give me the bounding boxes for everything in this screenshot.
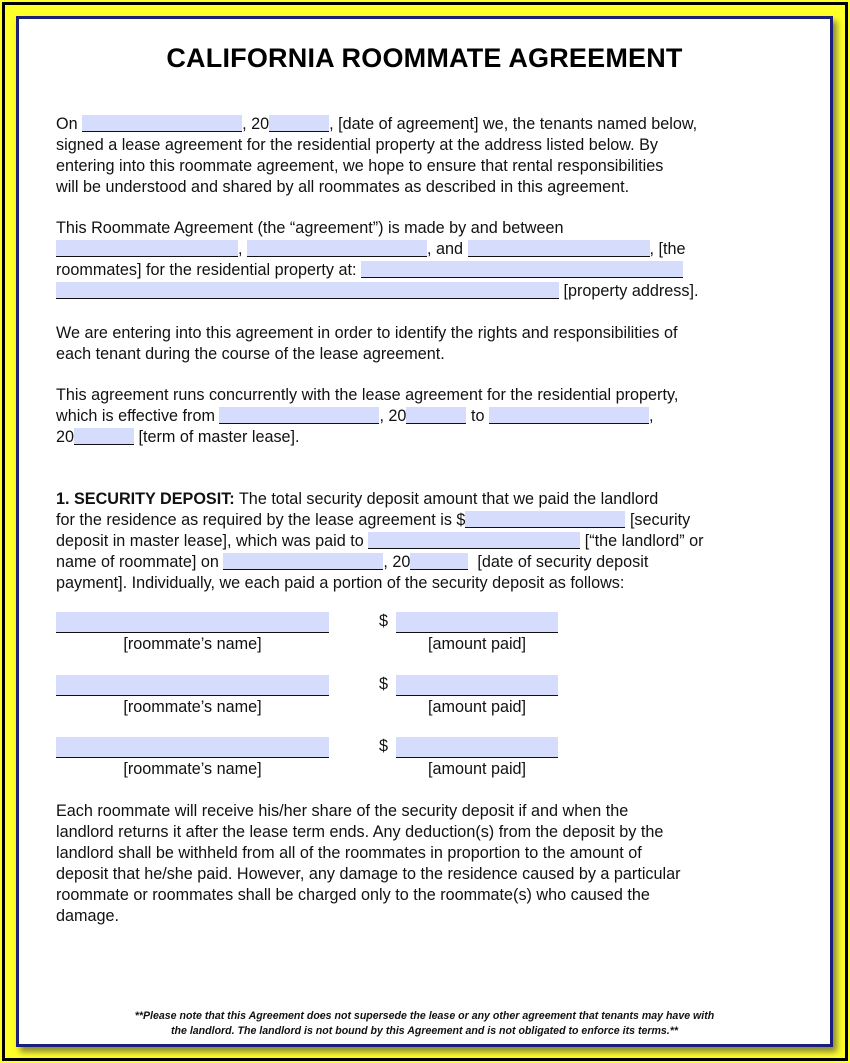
closing-line: deposit that he/she paid. However, any damage to the residence caused by a particular [56, 865, 681, 883]
term-year-prefix: , 20 [379, 407, 407, 425]
document-page [16, 16, 833, 1047]
property-address-field-2[interactable] [56, 282, 559, 299]
deposit-date-label: [date of security deposit [477, 553, 649, 571]
closing-line: roommate or roommates shall be charged only to the roommate(s) who caused the [56, 886, 650, 904]
roommate-2-name-field[interactable] [247, 240, 427, 257]
security-deposit-amount-label: [security [629, 511, 691, 529]
amount-paid-label: [amount paid] [427, 760, 527, 778]
parties-line-1: This Roommate Agreement (the “agreement”) is made by and between [56, 219, 564, 237]
property-address-field-1[interactable] [361, 261, 683, 278]
closing-line: landlord returns it after the lease term ends. Any deduction(s) from the deposit by the [56, 823, 664, 841]
term-line-1: This agreement runs concurrently with the lease agreement for the residential property, [56, 386, 679, 404]
intro-year-prefix: , 20 [242, 115, 270, 133]
footer-note [19, 1009, 830, 1039]
security-deposit-amount-field[interactable] [465, 511, 625, 528]
intro-line-4: will be understood and shared by all roommates as described in this agreement. [56, 178, 630, 196]
lease-start-date-field[interactable] [219, 407, 379, 424]
security-deposit-line-3: deposit in master lease], which was paid to [56, 532, 364, 550]
dollar-sign: $ [379, 612, 389, 630]
term-comma: , [648, 407, 654, 425]
dollar-sign: $ [379, 737, 389, 755]
agreement-year-field[interactable] [269, 115, 329, 132]
parties-line-3: roommates] for the residential property at: [56, 261, 357, 279]
closing-line: landlord shall be withheld from all of the roommates in proportion to the amount of [56, 844, 642, 862]
intro-line-3: entering into this roommate agreement, we hope to ensure that rental responsibilities [56, 157, 664, 175]
footer-line-1: **Please note that this Agreement does not supersede the lease or any other agreement that tenants may have with [134, 1010, 715, 1022]
amount-paid-field[interactable] [396, 612, 558, 633]
parties-and: , and [427, 240, 464, 258]
roommate-name-field[interactable] [56, 612, 329, 633]
roommate-name-label: [roommate’s name] [123, 635, 262, 653]
closing-line: Each roommate will receive his/her share of the security deposit if and when the [56, 802, 629, 820]
document-title: CALIFORNIA ROOMMATE AGREEMENT [166, 43, 683, 73]
security-deposit-line-1: The total security deposit amount that we paid the landlord [238, 490, 659, 508]
security-deposit-heading: 1. SECURITY DEPOSIT: [56, 490, 235, 508]
amount-paid-field[interactable] [396, 675, 558, 696]
security-deposit-line-2: for the residence as required by the lease agreement is $ [56, 511, 466, 529]
roommate-name-field[interactable] [56, 737, 329, 758]
amount-paid-label: [amount paid] [427, 635, 527, 653]
amount-paid-field[interactable] [396, 737, 558, 758]
term-label: [term of master lease]. [138, 428, 300, 446]
deposit-paid-to-field[interactable] [368, 532, 580, 549]
deposit-row [56, 675, 576, 725]
roommate-3-name-field[interactable] [468, 240, 650, 257]
roommate-name-label: [roommate’s name] [123, 760, 262, 778]
deposit-paid-to-label: [“the landlord” or [584, 532, 704, 550]
footer-line-2: the landlord. The landlord is not bound by this Agreement and is not obligated to enforce its terms.** [171, 1025, 678, 1037]
lease-end-year-field[interactable] [74, 428, 134, 445]
roommate-1-name-field[interactable] [56, 240, 238, 257]
intro-line-2: signed a lease agreement for the residential property at the address listed below. By [56, 136, 658, 154]
roommate-name-field[interactable] [56, 675, 329, 696]
security-deposit-line-5: payment]. Individually, we each paid a portion of the security deposit as follows: [56, 574, 625, 592]
lease-start-year-field[interactable] [406, 407, 466, 424]
property-address-label: [property address]. [563, 282, 699, 300]
amount-paid-label: [amount paid] [427, 698, 527, 716]
deposit-date-field[interactable] [223, 553, 383, 570]
lease-end-date-field[interactable] [489, 407, 649, 424]
term-to: to [470, 407, 485, 425]
parties-the: , [the [649, 240, 686, 258]
deposit-row [56, 737, 576, 787]
deposit-row [56, 612, 576, 662]
dollar-sign: $ [379, 675, 389, 693]
closing-line: damage. [56, 907, 119, 925]
deposit-year-prefix: , 20 [383, 553, 411, 571]
roommate-name-label: [roommate’s name] [123, 698, 262, 716]
term-end-year-prefix: 20 [56, 428, 75, 446]
parties-comma: , [238, 240, 243, 258]
purpose-line-1: We are entering into this agreement in order to identify the rights and responsibilities of [56, 324, 678, 342]
deposit-year-field[interactable] [410, 553, 468, 570]
agreement-date-field[interactable] [82, 115, 242, 132]
security-deposit-line-4: name of roommate] on [56, 553, 219, 571]
purpose-line-2: each tenant during the course of the lease agreement. [56, 345, 445, 363]
intro-on-text: On [56, 115, 78, 133]
term-effective-from: which is effective from [56, 407, 215, 425]
intro-date-label: , [date of agreement] we, the tenants named below, [329, 115, 698, 133]
